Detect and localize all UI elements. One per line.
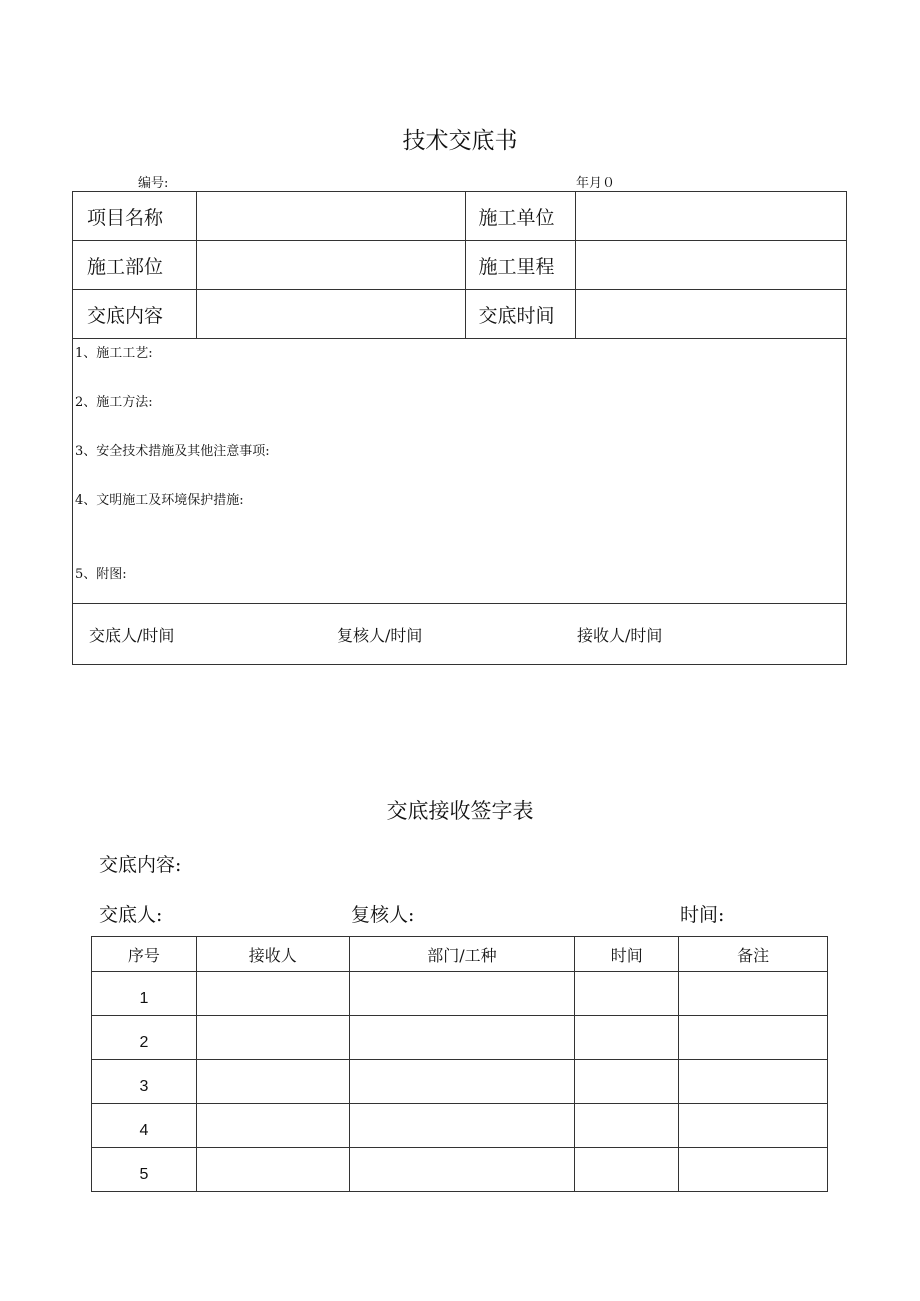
document-title: 技术交底书: [402, 128, 518, 154]
col-header-time: 时间: [575, 937, 679, 972]
remarks-cell[interactable]: [679, 1016, 828, 1060]
table-row: [92, 972, 828, 1016]
date-label: 年月０: [576, 176, 616, 191]
item-environment: 4、文明施工及环境保护措施:: [75, 493, 244, 508]
table-row: [92, 1148, 828, 1192]
col-header-receiver: 接收人: [196, 937, 349, 972]
row-index: 4: [92, 1104, 197, 1148]
disclosure-content-field[interactable]: [196, 290, 466, 339]
construction-mileage-field[interactable]: [576, 241, 847, 290]
item-attachment: 5、附图:: [75, 567, 127, 582]
department-cell[interactable]: [349, 1148, 575, 1192]
project-name-label: 项目名称: [73, 192, 197, 241]
table-header-row: [92, 937, 828, 972]
table-row: [92, 1104, 828, 1148]
item-method: 2、施工方法:: [75, 395, 153, 410]
construction-mileage-label: 施工里程: [466, 241, 576, 290]
department-cell[interactable]: [349, 1016, 575, 1060]
time-cell[interactable]: [575, 972, 679, 1016]
construction-part-field[interactable]: [196, 241, 466, 290]
remarks-cell[interactable]: [679, 972, 828, 1016]
construction-unit-field[interactable]: [576, 192, 847, 241]
department-cell[interactable]: [349, 1104, 575, 1148]
department-cell[interactable]: [349, 1060, 575, 1104]
receiver-cell[interactable]: [196, 1060, 349, 1104]
remarks-cell[interactable]: [679, 1148, 828, 1192]
project-name-field[interactable]: [196, 192, 466, 241]
table-row: [92, 1016, 828, 1060]
table-row: [92, 1060, 828, 1104]
receipt-title: 交底接收签字表: [386, 799, 534, 823]
remarks-cell[interactable]: [679, 1060, 828, 1104]
receiver-signature-label: 接收人/时间: [577, 626, 663, 645]
receiver-cell[interactable]: [196, 1016, 349, 1060]
signature-row: [73, 604, 847, 665]
receiver-cell[interactable]: [196, 972, 349, 1016]
content-section: [73, 339, 847, 604]
receiver-cell[interactable]: [196, 1148, 349, 1192]
col-header-department: 部门/工种: [349, 937, 575, 972]
item-safety: 3、安全技术措施及其他注意事项:: [75, 444, 270, 459]
disclosure-content-label: 交底内容: [73, 290, 197, 339]
disclosure-time-field[interactable]: [576, 290, 847, 339]
time-cell[interactable]: [575, 1148, 679, 1192]
col-header-remarks: 备注: [679, 937, 828, 972]
receipt-reviewer-label: 复核人:: [351, 904, 415, 926]
time-cell[interactable]: [575, 1016, 679, 1060]
number-label: 编号:: [138, 176, 169, 191]
time-cell[interactable]: [575, 1060, 679, 1104]
construction-part-label: 施工部位: [73, 241, 197, 290]
time-cell[interactable]: [575, 1104, 679, 1148]
remarks-cell[interactable]: [679, 1104, 828, 1148]
receipt-content-label: 交底内容:: [99, 854, 182, 876]
receiver-cell[interactable]: [196, 1104, 349, 1148]
disclosure-form-table: [72, 191, 847, 665]
disclosure-time-label: 交底时间: [466, 290, 576, 339]
department-cell[interactable]: [349, 972, 575, 1016]
col-header-index: 序号: [92, 937, 197, 972]
row-index: 3: [92, 1060, 197, 1104]
receipt-time-label: 时间:: [680, 904, 725, 926]
discloser-signature-label: 交底人/时间: [89, 626, 175, 645]
item-process: 1、施工工艺:: [75, 346, 153, 361]
construction-unit-label: 施工单位: [466, 192, 576, 241]
receipt-discloser-label: 交底人:: [99, 904, 163, 926]
row-index: 2: [92, 1016, 197, 1060]
receipt-signature-table: [91, 936, 828, 1192]
row-index: 1: [92, 972, 197, 1016]
row-index: 5: [92, 1148, 197, 1192]
reviewer-signature-label: 复核人/时间: [337, 626, 423, 645]
